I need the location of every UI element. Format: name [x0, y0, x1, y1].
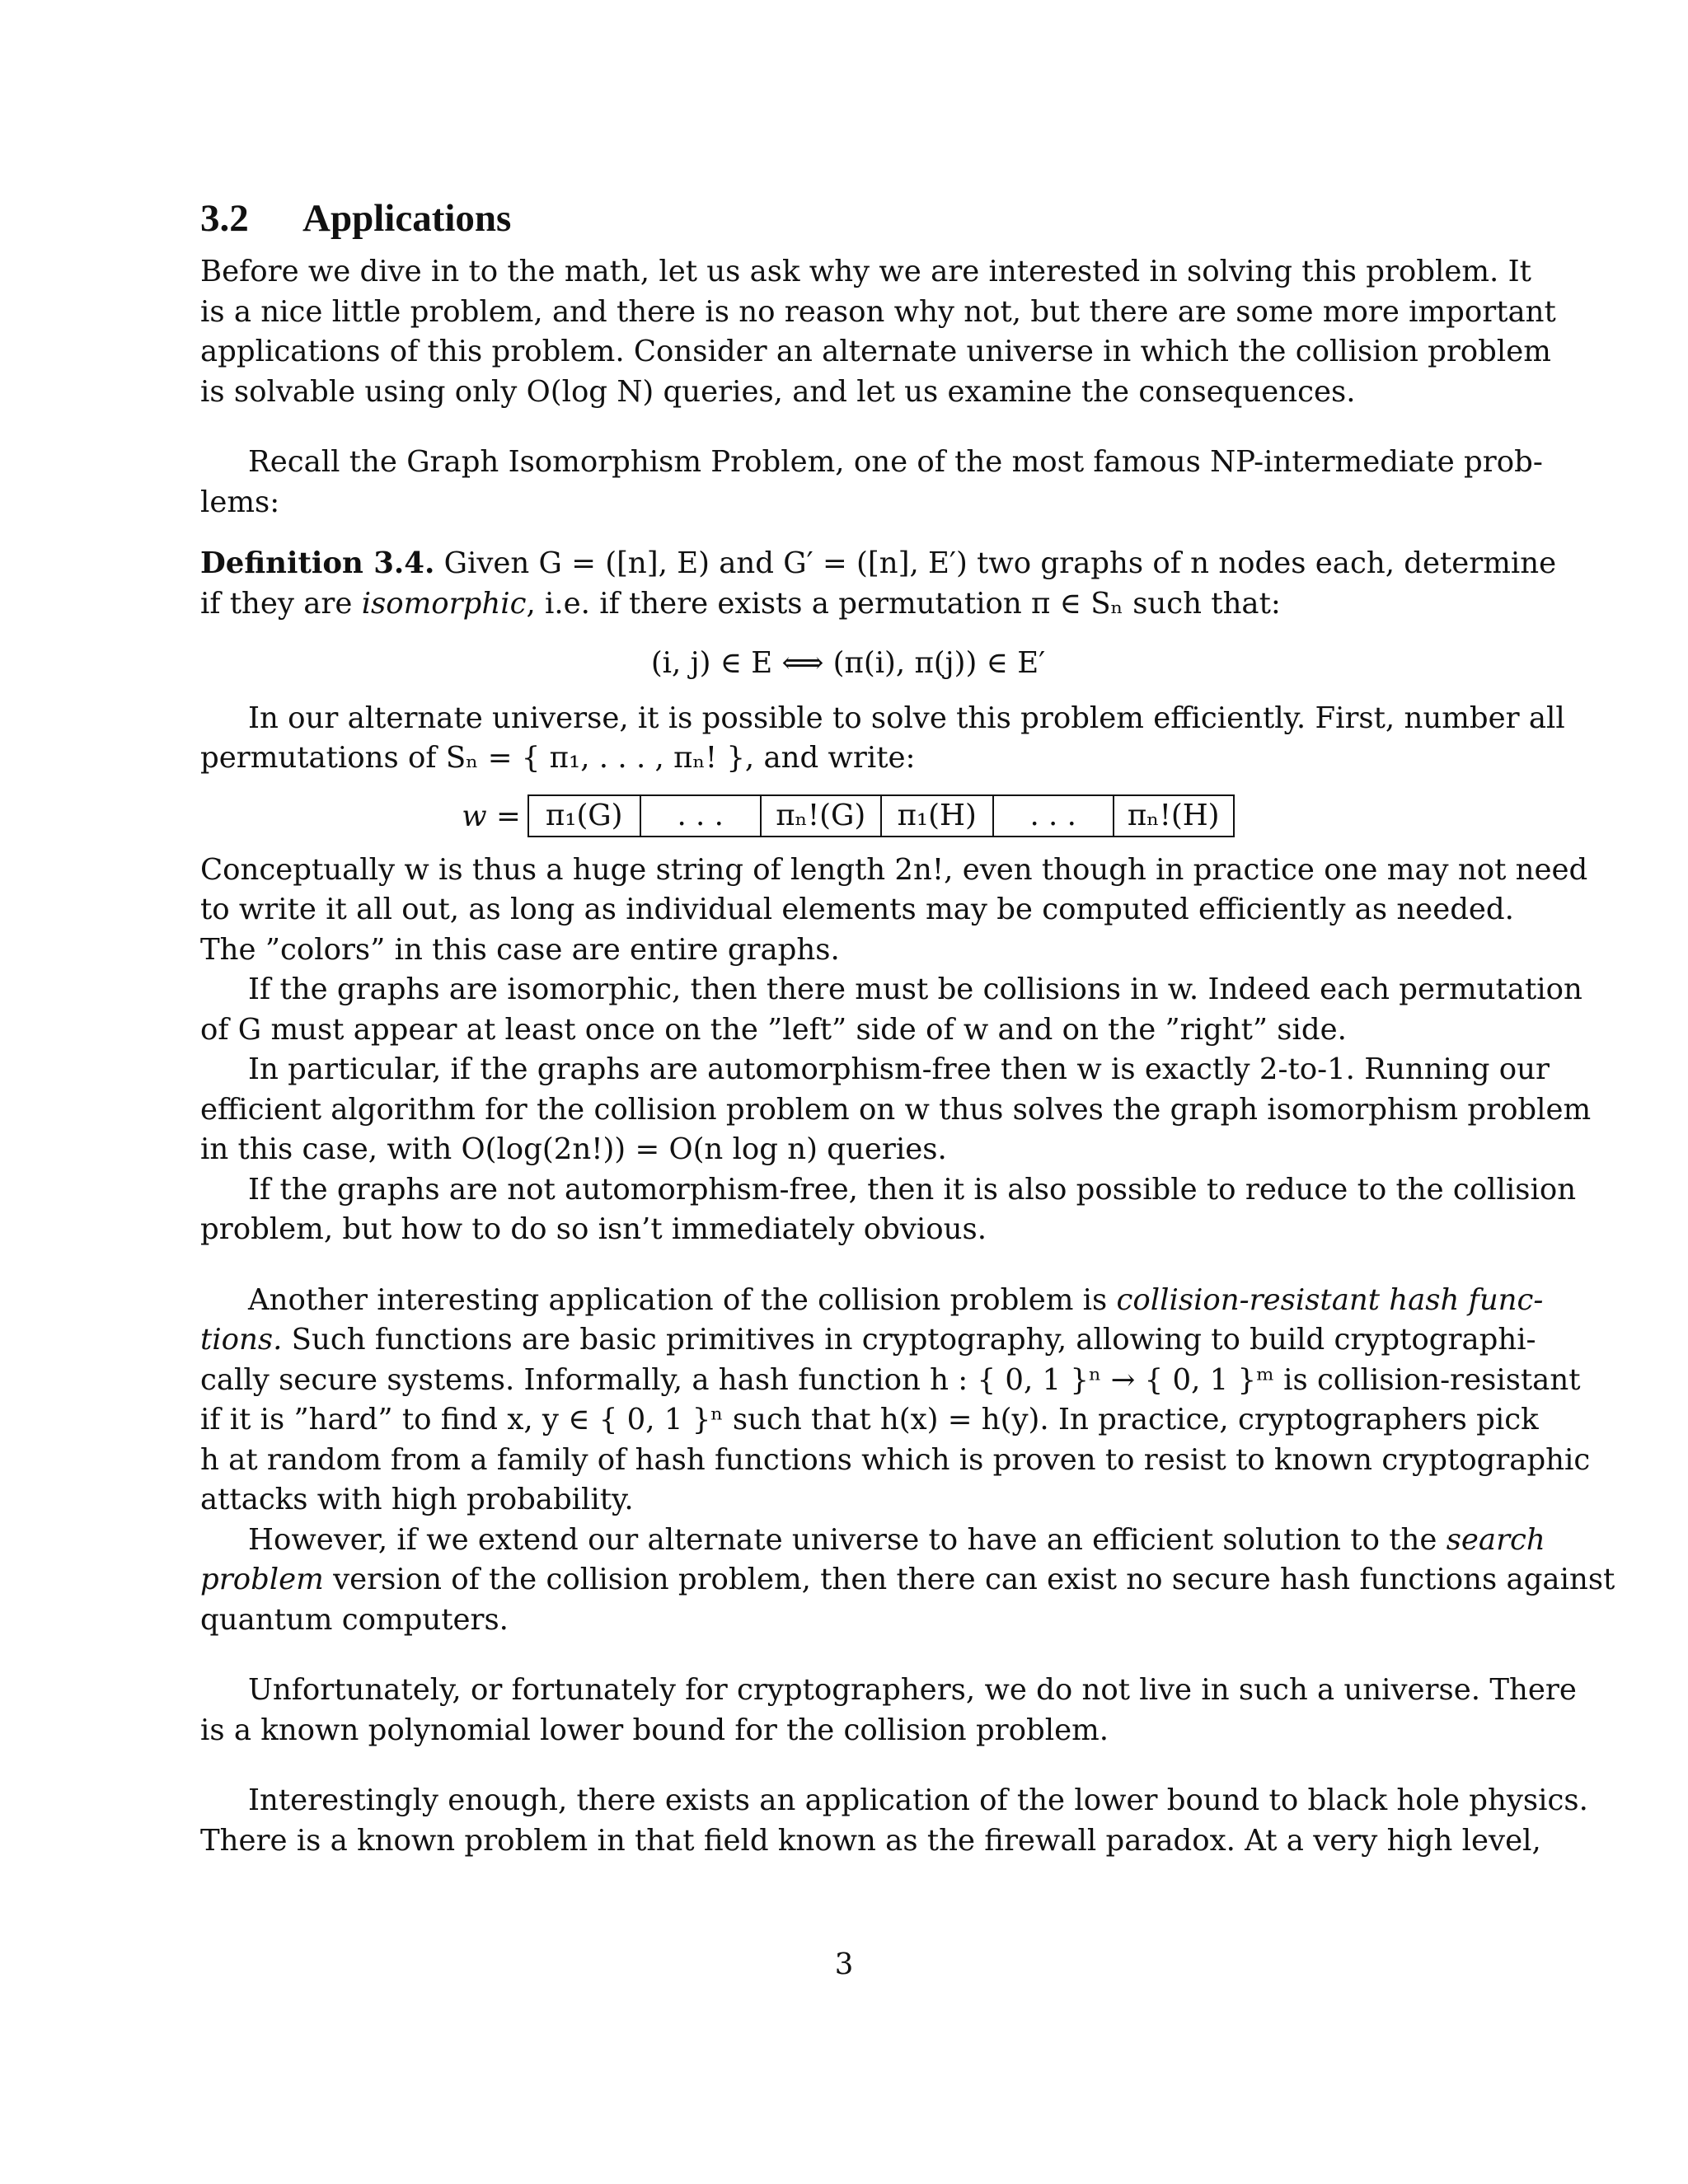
text-line: is a known polynomial lower bound for the collision problem. — [200, 1713, 1109, 1747]
text-line: lems: — [200, 485, 280, 519]
section-number: 3.2 — [200, 197, 249, 240]
section-heading — [200, 190, 1496, 247]
text-line: of G must appear at least once on the ”left” side of w and on the ”right” side. — [200, 1012, 1347, 1047]
text-line: There is a known problem in that field known as the firewall paradox. At a very high level, — [200, 1823, 1541, 1858]
text-line: quantum computers. — [200, 1602, 509, 1637]
w-cell: πₙ!(G) — [760, 796, 880, 836]
text-line: problem version of the collision problem, then there can exist no secure hash functions against — [200, 1563, 1615, 1596]
definition-block — [200, 544, 1557, 624]
text-line: If the graphs are isomorphic, then there must be collisions in w. Indeed each permutation — [248, 972, 1582, 1006]
text-line: if they are isomorphic, i.e. if there exists a permutation π ∈ Sₙ such that: — [200, 586, 1281, 621]
text-line: Conceptually w is thus a huge string of length 2n!, even though in practice one may not need — [200, 852, 1588, 887]
text-line: Definition 3.4. Given G = ([n], E) and G′ = ([n], E′) two graphs of n nodes each, determine — [200, 546, 1557, 580]
w-cell: . . . — [640, 796, 760, 836]
text-line: cally secure systems. Informally, a hash function h : { 0, 1 }ⁿ → { 0, 1 }ᵐ is collision-resistant — [200, 1362, 1581, 1397]
paragraph-not-automorphism-free — [200, 1170, 1577, 1250]
text-line: Interestingly enough, there exists an application of the lower bound to black hole physics. — [248, 1783, 1588, 1817]
paragraph-search-problem — [200, 1521, 1615, 1641]
emphasis: problem — [200, 1563, 324, 1596]
text-line: Before we dive in to the math, let us ask why we are interested in solving this problem. It — [200, 255, 1531, 288]
w-label: w = — [462, 799, 521, 833]
emphasis: collision-resistant hash func- — [1116, 1282, 1544, 1317]
paragraph-intro — [200, 252, 1556, 412]
paragraph-hash-functions — [200, 1281, 1591, 1521]
text-line: applications of this problem. Consider an alternate universe in which the collision problem — [200, 335, 1551, 368]
text-line: Another interesting application of the collision problem is collision-resistant hash func- — [248, 1282, 1544, 1317]
emphasis: search — [1446, 1522, 1545, 1557]
paragraph-lower-bound — [200, 1671, 1577, 1750]
display-equation: (i, j) ∈ E ⟺ (π(i), π(j)) ∈ E′ — [650, 646, 1046, 680]
text-line: If the graphs are not automorphism-free, then it is also possible to reduce to the collision — [248, 1172, 1577, 1207]
page-number: 3 — [834, 1947, 854, 1981]
paragraph-graph-isomorphism — [200, 443, 1543, 523]
emphasis: tions. — [200, 1323, 283, 1357]
text-line: in this case, with O(log(2n!)) = O(n log n) queries. — [200, 1132, 947, 1166]
paragraph-automorphism-free — [200, 1050, 1592, 1170]
text-line: permutations of Sₙ = { π₁, . . . , πₙ! }, and write: — [200, 741, 916, 775]
text-line: In our alternate universe, it is possible to solve this problem efficiently. First, number all — [248, 701, 1565, 735]
text-line: is solvable using only O(log N) queries, and let us examine the consequences. — [200, 374, 1356, 409]
paragraph-isomorphic-collisions — [200, 970, 1582, 1050]
w-cell: π₁(G) — [545, 799, 623, 832]
text-line: Recall the Graph Isomorphism Problem, one of the most famous NP-intermediate prob- — [248, 445, 1543, 479]
w-cells — [528, 794, 1235, 837]
w-cell: . . . — [992, 796, 1113, 836]
definition-label: Definition 3.4. — [200, 546, 435, 580]
paragraph-conceptually — [200, 851, 1588, 971]
paragraph-alternate-universe — [200, 699, 1565, 779]
w-cell: πₙ!(H) — [1113, 796, 1233, 836]
text-line: attacks with high probability. — [200, 1483, 634, 1516]
text-line: is a nice little problem, and there is no reason why not, but there are some more important — [200, 294, 1556, 329]
w-cell: π₁(H) — [880, 796, 992, 836]
section-title: Applications — [302, 197, 512, 240]
text-line: The ”colors” in this case are entire graphs. — [200, 932, 840, 967]
text-line: In particular, if the graphs are automorphism-free then w is exactly 2-to-1. Running our — [248, 1052, 1550, 1086]
w-string-table — [200, 794, 1496, 839]
text-line: efficient algorithm for the collision problem on w thus solves the graph isomorphism problem — [200, 1092, 1592, 1127]
text-line: However, if we extend our alternate universe to have an efficient solution to the search — [248, 1522, 1545, 1557]
text-line: to write it all out, as long as individual elements may be computed efficiently as needed. — [200, 893, 1514, 926]
emphasis: isomorphic — [361, 586, 527, 621]
text-line: tions. Such functions are basic primitives in cryptography, allowing to build cryptographi- — [200, 1323, 1536, 1357]
text-line: Unfortunately, or fortunately for cryptographers, we do not live in such a universe. There — [248, 1673, 1577, 1707]
paragraph-black-hole — [200, 1781, 1588, 1861]
text-line: problem, but how to do so isn’t immediately obvious. — [200, 1212, 987, 1246]
page-body — [200, 190, 1615, 1861]
text-line: if it is ”hard” to find x, y ∈ { 0, 1 }ⁿ such that h(x) = h(y). In practice, cryptographers pick — [200, 1403, 1539, 1436]
text-line: h at random from a family of hash functions which is proven to resist to known cryptographic — [200, 1442, 1591, 1477]
